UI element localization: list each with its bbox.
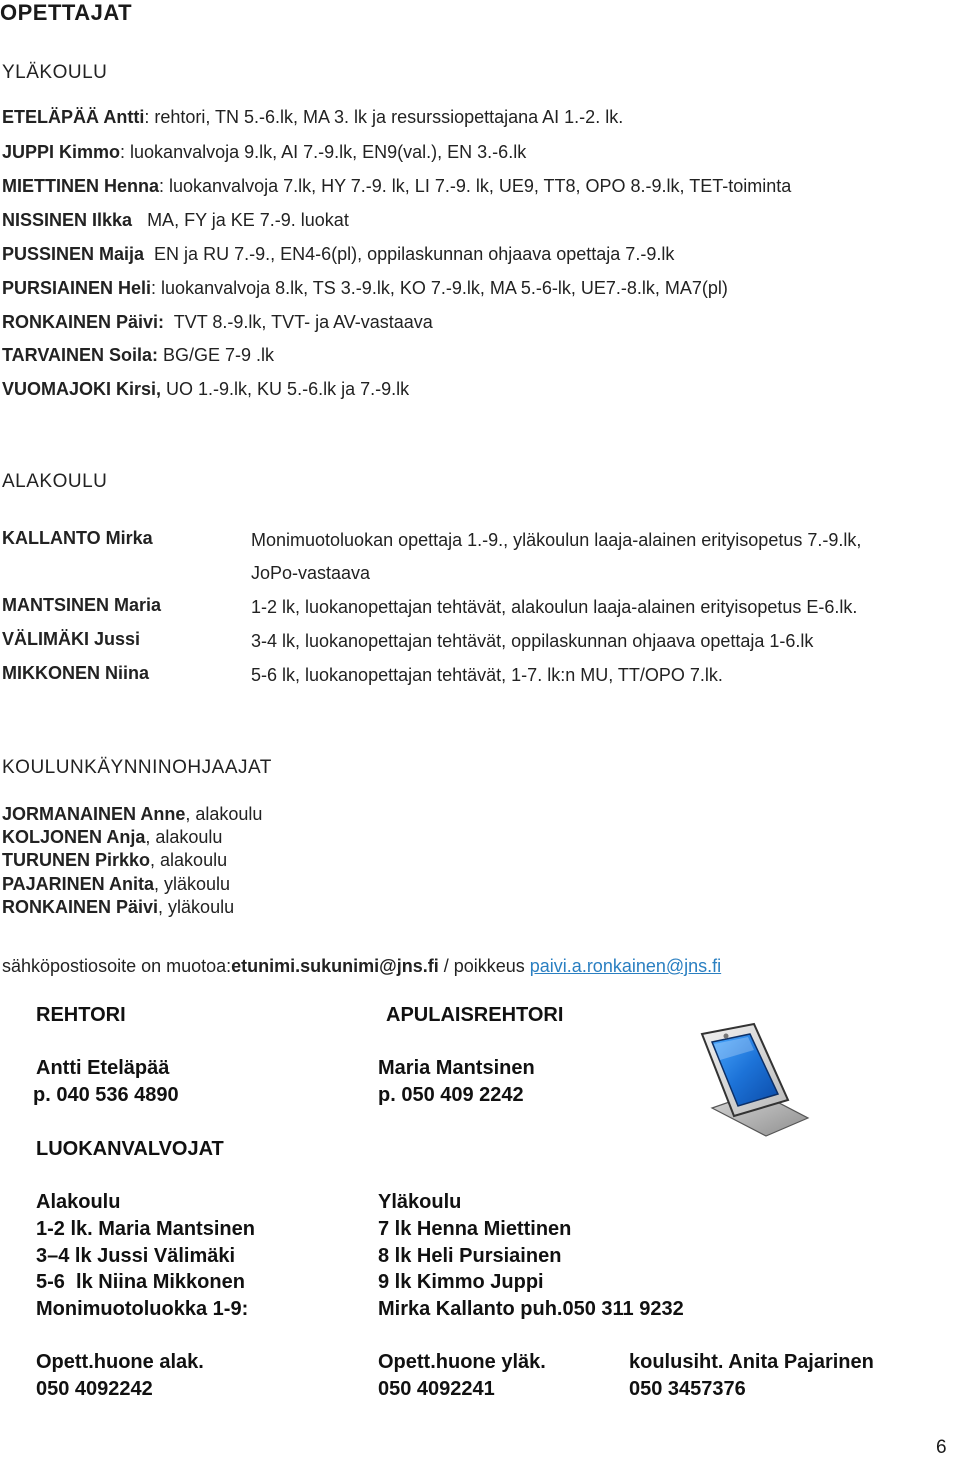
assistant-row: [2, 897, 234, 918]
luokanvalvoja-left-item: 5-6 lk Niina Mikkonen: [36, 1271, 245, 1293]
assistant-school: , yläkoulu: [158, 897, 235, 917]
luokanvalvoja-left-item: 1-2 lk. Maria Mantsinen: [36, 1218, 255, 1240]
teacher-name: JUPPI Kimmo: [2, 142, 121, 162]
assistant-row: [2, 874, 230, 895]
assistant-name: RONKAINEN Päivi: [2, 897, 159, 917]
rehtori-name: Antti Eteläpää: [36, 1057, 170, 1079]
assistant-school: , alakoulu: [185, 804, 263, 824]
apulaisrehtori-phone: p. 050 409 2242: [378, 1084, 524, 1106]
teacher-name: PURSIAINEN Heli: [2, 278, 152, 298]
teacher-subjects: : luokanvalvoja 7.lk, HY 7.-9. lk, LI 7.-9. lk, UE9, TT8, OPO 8.-9.lk, TET-toiminta: [159, 176, 792, 196]
teacher-subjects: UO 1.-9.lk, KU 5.-6.lk ja 7.-9.lk: [161, 379, 410, 399]
apulaisrehtori-name: Maria Mantsinen: [378, 1057, 535, 1079]
email-format: etunimi.sukunimi@jns.fi: [231, 956, 439, 976]
teacher-name: KALLANTO Mirka: [2, 528, 153, 548]
teacher-row: [2, 278, 728, 299]
teacher-description: 3-4 lk, luokanopettajan tehtävät, oppilaskunnan ohjaava opettaja 1-6.lk: [251, 631, 814, 651]
teacher-subjects: EN ja RU 7.-9., EN4-6(pl), oppilaskunnan ohjaava opettaja 7.-9.lk: [144, 244, 675, 264]
luokanvalvoja-left-item: Alakoulu: [36, 1191, 121, 1213]
teacher-subjects: : rehtori, TN 5.-6.lk, MA 3. lk ja resurssiopettajana AI 1.-2. lk.: [144, 107, 624, 127]
page-number: 6: [936, 1437, 947, 1458]
teacher-description: 1-2 lk, luokanopettajan tehtävät, alakoulun laaja-alainen erityisopetus E-6.lk.: [251, 597, 858, 617]
opettajainhuone-ylakoulu-phone: 050 4092241: [378, 1378, 495, 1400]
teacher-description: Monimuotoluokan opettaja 1.-9., yläkoulun laaja-alainen erityisopetus 7.-9.lk,: [251, 530, 862, 550]
rehtori-label: REHTORI: [36, 1004, 126, 1026]
teacher-name: ETELÄPÄÄ Antti: [2, 107, 145, 127]
assistant-row: [2, 850, 227, 871]
luokanvalvoja-right-item: Yläkoulu: [378, 1191, 462, 1213]
koulunkaynninohjaajat-heading: KOULUNKÄYNNINOHJAAJAT: [2, 757, 272, 778]
assistant-name: TURUNEN Pirkko: [2, 850, 151, 870]
teacher-description: 5-6 lk, luokanopettajan tehtävät, 1-7. lk:n MU, TT/OPO 7.lk.: [251, 665, 723, 685]
teacher-subjects: : luokanvalvoja 8.lk, TS 3.-9.lk, KO 7.-9.lk, MA 5.-6-lk, UE7.-8.lk, MA7(pl): [151, 278, 728, 298]
koulusihteeri-phone: 050 3457376: [629, 1378, 746, 1400]
teacher-name: NISSINEN Ilkka: [2, 210, 133, 230]
luokanvalvojat-heading: LUOKANVALVOJAT: [36, 1138, 224, 1160]
luokanvalvoja-left-item: Monimuotoluokka 1-9:: [36, 1298, 249, 1320]
teacher-subjects: BG/GE 7-9 .lk: [158, 345, 275, 365]
teacher-name: VUOMAJOKI Kirsi,: [2, 379, 162, 399]
opettajainhuone-alakoulu-label: Opett.huone alak.: [36, 1351, 204, 1373]
email-exception-label: / poikkeus: [438, 956, 530, 976]
teacher-name: VÄLIMÄKI Jussi: [2, 629, 141, 649]
koulusihteeri-label: koulusiht. Anita Pajarinen: [629, 1351, 874, 1373]
opettajainhuone-ylakoulu-label: Opett.huone yläk.: [378, 1351, 546, 1373]
assistant-row: [2, 804, 262, 825]
teacher-row: [2, 312, 433, 333]
teacher-name: MIETTINEN Henna: [2, 176, 160, 196]
teacher-subjects: : luokanvalvoja 9.lk, AI 7.-9.lk, EN9(val.), EN 3.-6.lk: [120, 142, 527, 162]
luokanvalvoja-right-item: 8 lk Heli Pursiainen: [378, 1245, 562, 1267]
assistant-school: , yläkoulu: [154, 874, 231, 894]
teacher-row: [2, 142, 526, 163]
opettajainhuone-alakoulu-phone: 050 4092242: [36, 1378, 153, 1400]
assistant-name: KOLJONEN Anja: [2, 827, 146, 847]
ylakoulu-heading: YLÄKOULU: [2, 62, 108, 83]
luokanvalvoja-right-item: 9 lk Kimmo Juppi: [378, 1271, 544, 1293]
luokanvalvoja-right-item: Mirka Kallanto puh.050 311 9232: [378, 1298, 684, 1320]
assistant-row: [2, 827, 222, 848]
tablet-icon: [692, 1020, 816, 1138]
assistant-school: , alakoulu: [150, 850, 228, 870]
teacher-name: RONKAINEN Päivi:: [2, 312, 165, 332]
teacher-row: [2, 244, 674, 265]
assistant-school: , alakoulu: [145, 827, 223, 847]
email-format-line: [2, 956, 721, 977]
email-exception-link[interactable]: paivi.a.ronkainen@jns.fi: [529, 956, 722, 976]
alakoulu-heading: ALAKOULU: [2, 471, 108, 492]
teacher-row: [2, 176, 791, 197]
teacher-description: JoPo-vastaava: [251, 563, 371, 583]
luokanvalvoja-right-item: 7 lk Henna Miettinen: [378, 1218, 572, 1240]
page-title: OPETTAJAT: [0, 0, 133, 25]
teacher-name: PUSSINEN Maija: [2, 244, 145, 264]
teacher-name: TARVAINEN Soila:: [2, 345, 159, 365]
teacher-name: MANTSINEN Maria: [2, 595, 162, 615]
teacher-name: MIKKONEN Niina: [2, 663, 150, 683]
email-prefix: sähköpostiosoite on muotoa:: [2, 956, 232, 976]
teacher-row: [2, 345, 274, 366]
teacher-row: [2, 210, 349, 231]
teacher-subjects: TVT 8.-9.lk, TVT- ja AV-vastaava: [164, 312, 433, 332]
rehtori-phone: p. 040 536 4890: [33, 1084, 179, 1106]
assistant-name: JORMANAINEN Anne: [2, 804, 186, 824]
teacher-row: [2, 379, 409, 400]
teacher-subjects: MA, FY ja KE 7.-9. luokat: [132, 210, 349, 230]
assistant-name: PAJARINEN Anita: [2, 874, 155, 894]
teacher-row: [2, 107, 623, 128]
luokanvalvoja-left-item: 3–4 lk Jussi Välimäki: [36, 1245, 236, 1267]
apulaisrehtori-label: APULAISREHTORI: [386, 1004, 564, 1026]
